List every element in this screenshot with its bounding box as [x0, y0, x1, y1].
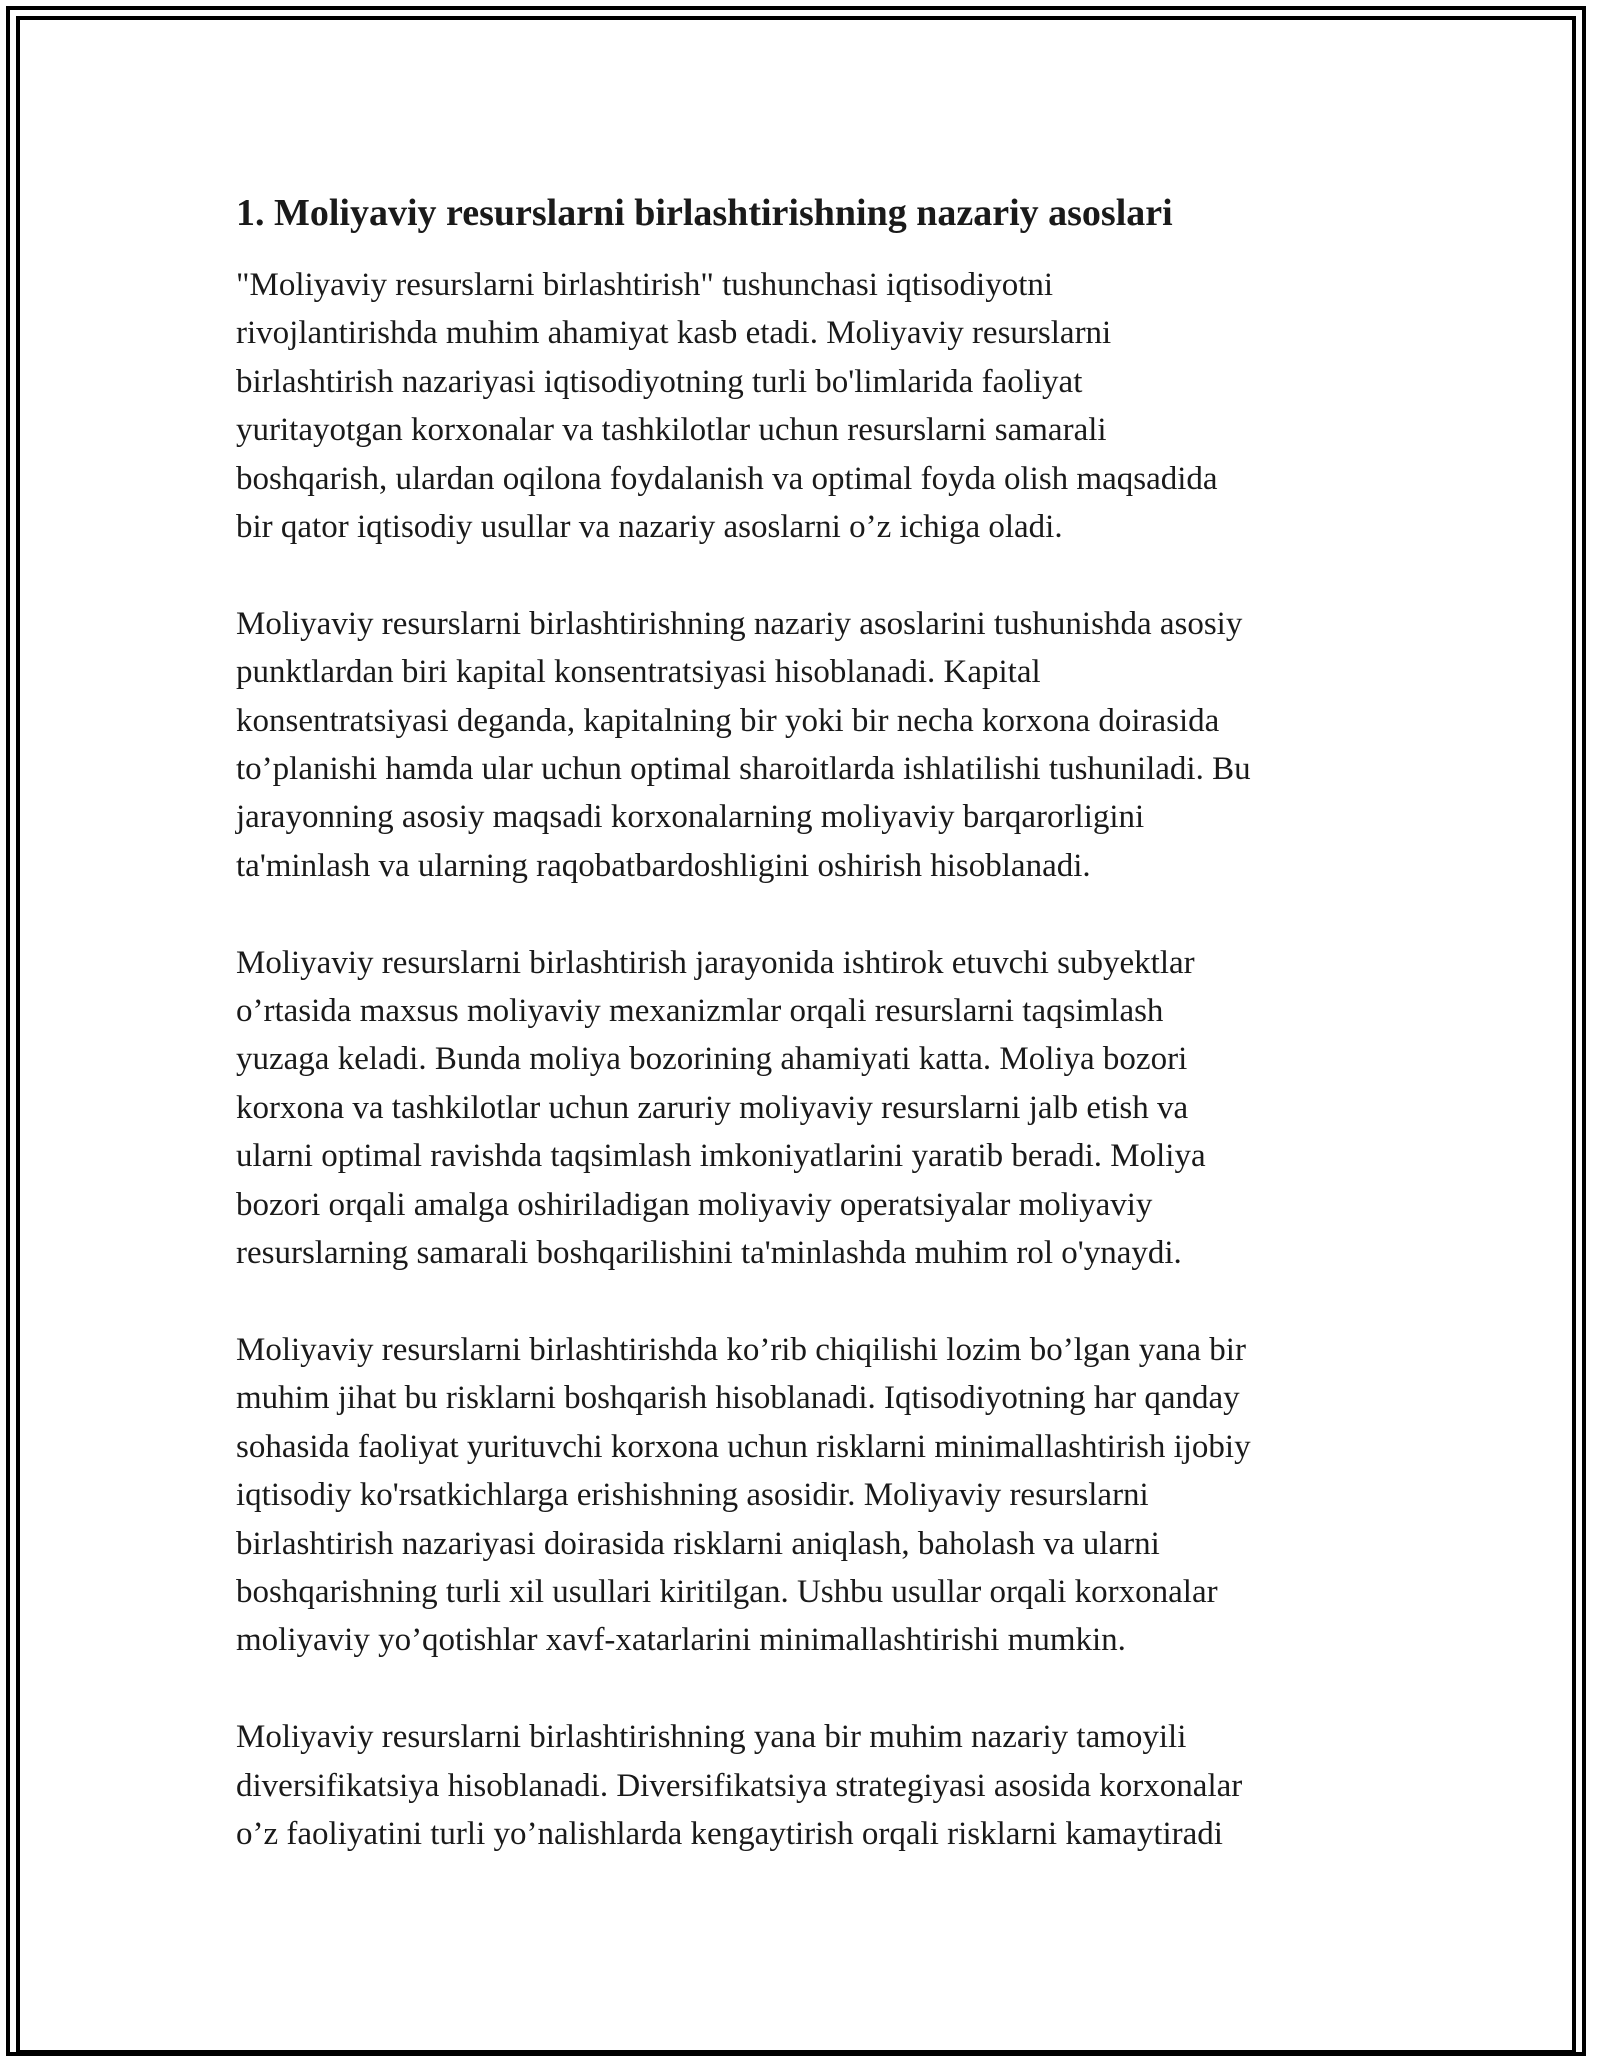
paragraph-line: Moliyaviy resurslarni birlashtirishning yana bir muhim nazariy tamoyili	[236, 1719, 1187, 1756]
paragraph-2	[236, 600, 1366, 890]
paragraph-line: ta'minlash va ularning raqobatbardoshligini oshirish hisoblanadi.	[236, 847, 1091, 884]
paragraph-line: o’rtasida maxsus moliyaviy mexanizmlar orqali resurslarni taqsimlash	[236, 993, 1164, 1030]
paragraph-line: ularni optimal ravishda taqsimlash imkoniyatlarini yaratib beradi. Moliya	[236, 1138, 1206, 1175]
paragraph-line: boshqarishning turli xil usullari kiritilgan. Ushbu usullar orqali korxonalar	[236, 1573, 1218, 1610]
paragraph-1	[236, 261, 1366, 551]
paragraph-3	[236, 939, 1366, 1278]
paragraph-line: birlashtirish nazariyasi doirasida risklarni aniqlash, baholash va ularni	[236, 1525, 1160, 1562]
paragraph-line: konsentratsiyasi deganda, kapitalning bir yoki bir necha korxona doirasida	[236, 702, 1220, 739]
paragraph-line: Moliyaviy resurslarni birlashtirishda ko’rib chiqilishi lozim bo’lgan yana bir	[236, 1331, 1246, 1368]
paragraph-line: boshqarish, ulardan oqilona foydalanish va optimal foyda olish maqsadida	[236, 460, 1218, 497]
paragraph-line: iqtisodiy ko'rsatkichlarga erishishning asosidir. Moliyaviy resurslarni	[236, 1477, 1149, 1514]
paragraph-line: o’z faoliyatini turli yo’nalishlarda kengaytirish orqali risklarni kamaytiradi	[236, 1815, 1223, 1852]
paragraph-line: diversifikatsiya hisoblanadi. Diversifikatsiya strategiyasi asosida korxonalar	[236, 1767, 1243, 1804]
paragraph-line: moliyaviy yo’qotishlar xavf-xatarlarini minimallashtirishi mumkin.	[236, 1622, 1126, 1659]
paragraph-line: muhim jihat bu risklarni boshqarish hisoblanadi. Iqtisodiyotning har qanday	[236, 1380, 1240, 1417]
paragraph-line: bozori orqali amalga oshiriladigan moliyaviy operatsiyalar moliyaviy	[236, 1186, 1153, 1223]
paragraph-line: jarayonning asosiy maqsadi korxonalarning moliyaviy barqarorligini	[236, 799, 1145, 836]
paragraph-line: bir qator iqtisodiy usullar va nazariy asoslarni o’z ichiga oladi.	[236, 509, 1063, 546]
paragraph-line: Moliyaviy resurslarni birlashtirish jarayonida ishtirok etuvchi subyektlar	[236, 944, 1195, 981]
paragraph-line: rivojlantirishda muhim ahamiyat kasb etadi. Moliyaviy resurslarni	[236, 315, 1112, 352]
paragraph-line: yuritayotgan korxonalar va tashkilotlar uchun resurslarni samarali	[236, 412, 1107, 449]
paragraph-line: yuzaga keladi. Bunda moliya bozorining ahamiyati katta. Moliya bozori	[236, 1041, 1188, 1078]
paragraph-line: birlashtirish nazariyasi iqtisodiyotning turli bo'limlarida faoliyat	[236, 363, 1083, 400]
paragraph-line: "Moliyaviy resurslarni birlashtirish" tushunchasi iqtisodiyotni	[236, 267, 1054, 303]
paragraph-5	[236, 1713, 1366, 1858]
paragraph-line: sohasida faoliyat yurituvchi korxona uchun risklarni minimallashtirish ijobiy	[236, 1428, 1251, 1465]
paragraph-line: Moliyaviy resurslarni birlashtirishning nazariy asoslarini tushunishda asosiy	[236, 605, 1243, 642]
paragraph-line: resurslarning samarali boshqarilishini ta'minlashda muhim rol o'ynaydi.	[236, 1235, 1182, 1272]
document-body	[236, 185, 1366, 1907]
paragraph-line: korxona va tashkilotlar uchun zaruriy moliyaviy resurslarni jalb etish va	[236, 1089, 1189, 1126]
section-heading: 1. Moliyaviy resurslarni birlashtirishning nazariy asoslari	[236, 192, 1173, 234]
paragraph-4	[236, 1326, 1366, 1665]
paragraph-line: punktlardan biri kapital konsentratsiyasi hisoblanadi. Kapital	[236, 654, 1041, 691]
paragraph-line: to’planishi hamda ular uchun optimal sharoitlarda ishlatilishi tushuniladi. Bu	[236, 751, 1251, 788]
